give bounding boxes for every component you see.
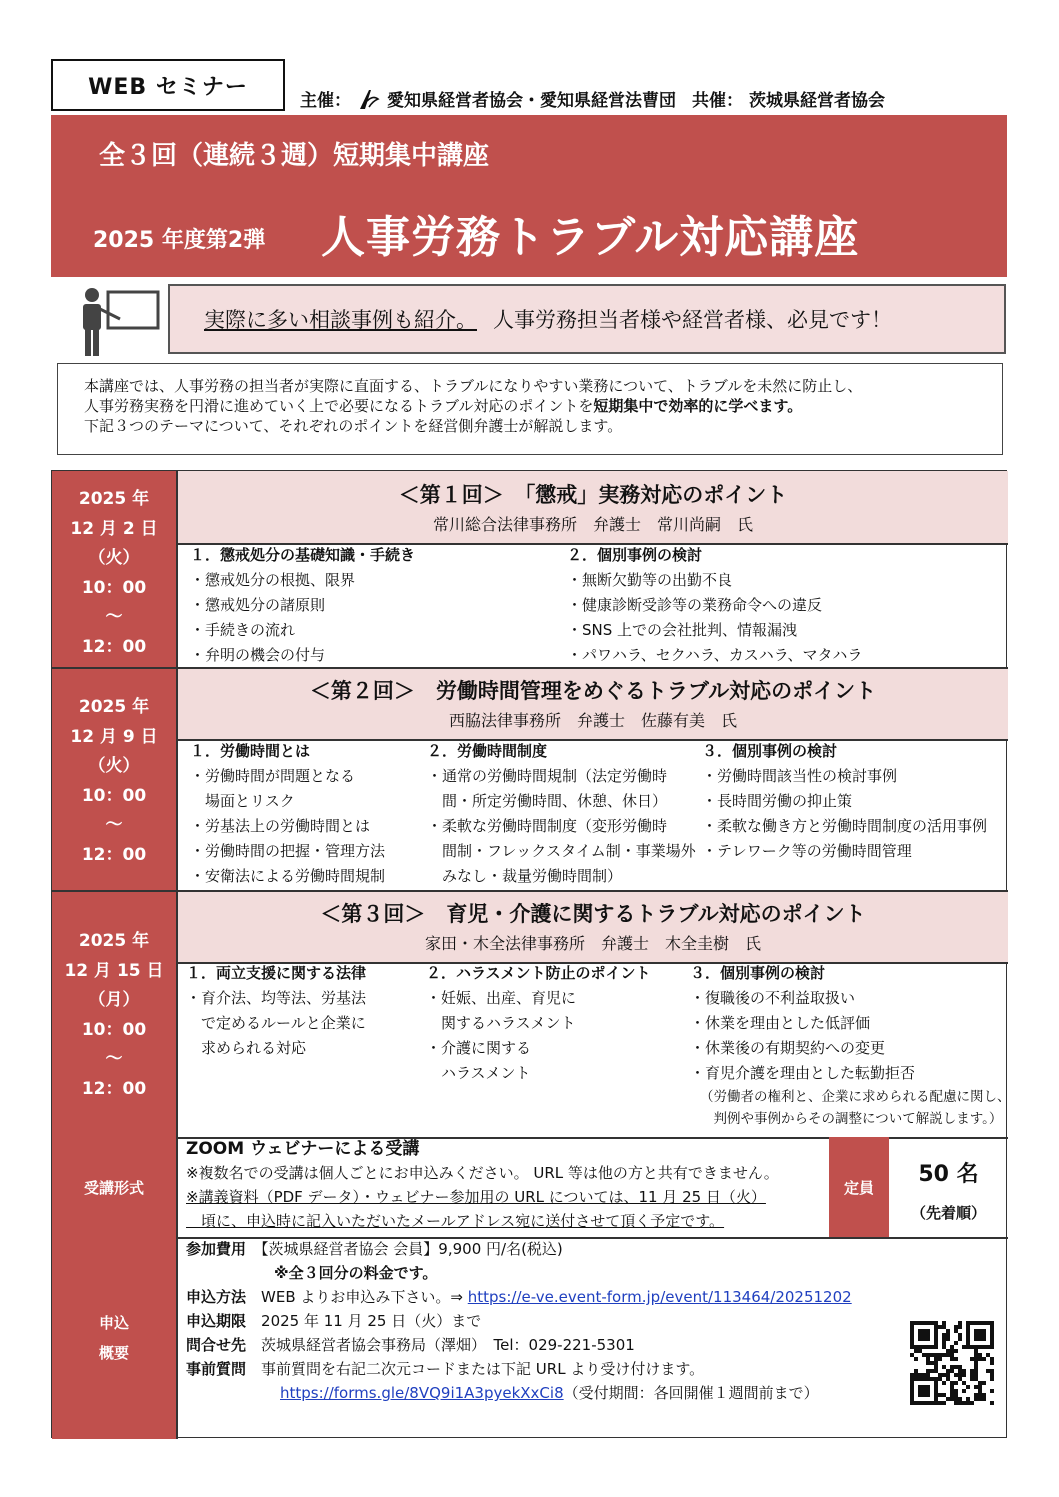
session-1-title: ＜第１回＞ 「懲戒」実務対応のポイント (398, 483, 788, 507)
contact-value: 茨城県経営者協会事務局（澤畑） Tel：029-221-5301 (261, 1336, 635, 1354)
host-name: 愛知県経営者協会・愛知県経営法曹団 (387, 91, 676, 111)
session-3-note: （労働者の権利と、企業に求められる配慮に関し、 判例や事例からその調整について解説します。） (700, 1089, 1011, 1127)
question-text: 事前質問を右記二次元コードまたは下記 URL より受け付けます。 (261, 1360, 705, 1378)
session-1-topic-2: ２．個別事例の検討 ・無断欠勤等の出勤不良 ・健康診断受診等の業務命令への違反 ・SNS 上での会社批判、情報漏洩 ・パワハラ、セクハラ、カスハラ、マタハラ (567, 546, 863, 664)
apply-details (186, 1237, 852, 1405)
session-2-lecturer: 西脇法律事務所 弁護士 佐藤有美 氏 (448, 711, 737, 730)
association-logo-icon (357, 87, 381, 111)
contact-label: 問合せ先 (186, 1336, 247, 1354)
cohost-name: 茨城県経営者協会 (749, 91, 885, 111)
intro-emphasis: 短期集中で効率的に学べます。 (593, 397, 803, 415)
tagline-text: 人事労務担当者様や経営者様、必見です！ (493, 308, 892, 332)
fee-label: 参加費用 (186, 1240, 247, 1258)
tagline-highlight: 実際に多い相談事例も紹介。 (204, 308, 477, 332)
question-label: 事前質問 (186, 1360, 247, 1378)
session-3-title: ＜第３回＞ 育児・介護に関するトラブル対応のポイント (320, 902, 866, 926)
session-1-topic-1: １．懲戒処分の基礎知識・手続き ・懲戒処分の根拠、限界 ・懲戒処分の諸原則 ・手続きの流れ ・弁明の機会の付与 (190, 546, 416, 664)
capacity-value: 50 名 (918, 1162, 979, 1187)
capacity-box (889, 1137, 1008, 1237)
intro-line-2: 人事労務実務を円滑に進めていく上で必要になるトラブル対応のポイントを短期集中で効率的に学べます。 (84, 397, 803, 415)
session-2-title: ＜第２回＞ 労働時間管理をめぐるトラブル対応のポイント (309, 679, 877, 703)
format-note-2: ※講義資料（PDF データ）・ウェビナー参加用の URL については、11 月 25 日（火） (186, 1188, 766, 1206)
session-2-header (178, 669, 1008, 739)
banner-subtitle: 全３回（連続３週）短期集中講座 (99, 141, 490, 171)
session-2-topic-2: ２．労働時間制度 ・通常の労働時間規制（法定労働時 間・所定労働時間、休憩、休日） ・柔軟な労働時間制度（変形労働時 間制・フレックスタイム制・事業場外 みなし・裁量労働時間制） (427, 742, 696, 885)
format-note-1: ※複数名での受講は個人ごとにお申込みください。 URL 等は他の方と共有できません。 (186, 1164, 779, 1182)
method-text: WEB よりお申込み下さい。⇒ (261, 1288, 463, 1306)
presenter-icon (78, 287, 162, 357)
session-2-topic-3: ３．個別事例の検討 ・労働時間該当性の検討事例 ・長時間労働の抑止策 ・柔軟な働き方と労働時間制度の活用事例 ・テレワーク等の労働時間管理 (702, 742, 988, 860)
intro-line-3: 下記３つのテーマについて、それぞれのポイントを経営側弁護士が解説します。 (84, 417, 623, 435)
format-label: 受講形式 (52, 1137, 176, 1237)
deadline-value: 2025 年 11 月 25 日（火）まで (261, 1312, 482, 1330)
host-label: 主催： (300, 91, 351, 111)
deadline-label: 申込期限 (186, 1312, 247, 1330)
fee-value: 【茨城県経営者協会 会員】9,900 円/名(税込) (261, 1240, 563, 1258)
session-3-topic-3: ３．個別事例の検討 ・復職後の不利益取扱い ・休業を理由とした低評価 ・休業後の有期契約への変更 ・育児介護を理由とした転勤拒否 （労働者の権利と、企業に求められる配慮に関し、 判例や事例からその調整について解説します。） (690, 961, 1011, 1130)
organizers (300, 86, 885, 111)
question-url-link[interactable]: https://forms.gle/8VQ9i1A3pyekXxCi8 (280, 1384, 564, 1402)
intro-line-1: 本講座では、人事労務の担当者が実際に直面する、トラブルになりやすい業務について、トラブルを未然に防止し、 (84, 377, 863, 395)
session-3-topic-2: ２．ハラスメント防止のポイント ・妊娠、出産、育児に 関するハラスメント ・介護に関する ハラスメント (426, 964, 651, 1082)
session-1-lecturer: 常川総合法律事務所 弁護士 常川尚嗣 氏 (432, 515, 753, 534)
web-seminar-badge: WEB セミナー (51, 59, 285, 111)
qr-code-icon[interactable] (910, 1321, 994, 1405)
page-title: 人事労務トラブル対応講座 (321, 212, 860, 263)
banner-year: 2025 年度第2弾 (93, 228, 266, 253)
capacity-label: 定員 (829, 1137, 889, 1237)
intro-box (57, 363, 1003, 455)
cohost-label: 共催： (692, 91, 743, 111)
capacity-note: （先着順） (910, 1204, 986, 1222)
apply-label: 申込 概要 (52, 1237, 176, 1439)
method-label: 申込方法 (186, 1288, 247, 1306)
question-period: （受付期間：各回開催１週間前まで） (563, 1384, 819, 1402)
fee-note: ※全３回分の料金です。 (274, 1264, 438, 1282)
session-3-topic-1: １．両立支援に関する法律 ・育介法、均等法、労基法 で定めるルールと企業に 求められる対応 (186, 964, 367, 1057)
session-3-header (178, 892, 1008, 962)
session-2-date: 2025 年 12 月 9 日 （火） 10：00 ～ 12：00 (70, 697, 158, 865)
format-head: ZOOM ウェビナーによる受講 (186, 1139, 420, 1159)
session-2-topic-1: １．労働時間とは ・労働時間が問題となる 場面とリスク ・労基法上の労働時間とは ・労働時間の把握・管理方法 ・安衛法による労働時間規制 (190, 742, 386, 885)
session-3-lecturer: 家田・木全法律事務所 弁護士 木全圭樹 氏 (424, 934, 761, 953)
format-details (186, 1137, 779, 1233)
session-1-header (178, 471, 1008, 543)
session-1-date: 2025 年 12 月 2 日 （火） 10：00 ～ 12：00 (70, 489, 158, 657)
apply-url-link[interactable]: https://e-ve.event-form.jp/event/113464/20251202 (467, 1288, 852, 1306)
title-banner (51, 115, 1007, 277)
session-3-date: 2025 年 12 月 15 日 （月） 10：00 ～ 12：00 (64, 931, 164, 1099)
schedule-table (51, 470, 1011, 1438)
format-note-3: 頃に、申込時に記入いただいたメールアドレス宛に送付させて頂く予定です。 (186, 1212, 725, 1230)
tagline (168, 284, 1006, 354)
